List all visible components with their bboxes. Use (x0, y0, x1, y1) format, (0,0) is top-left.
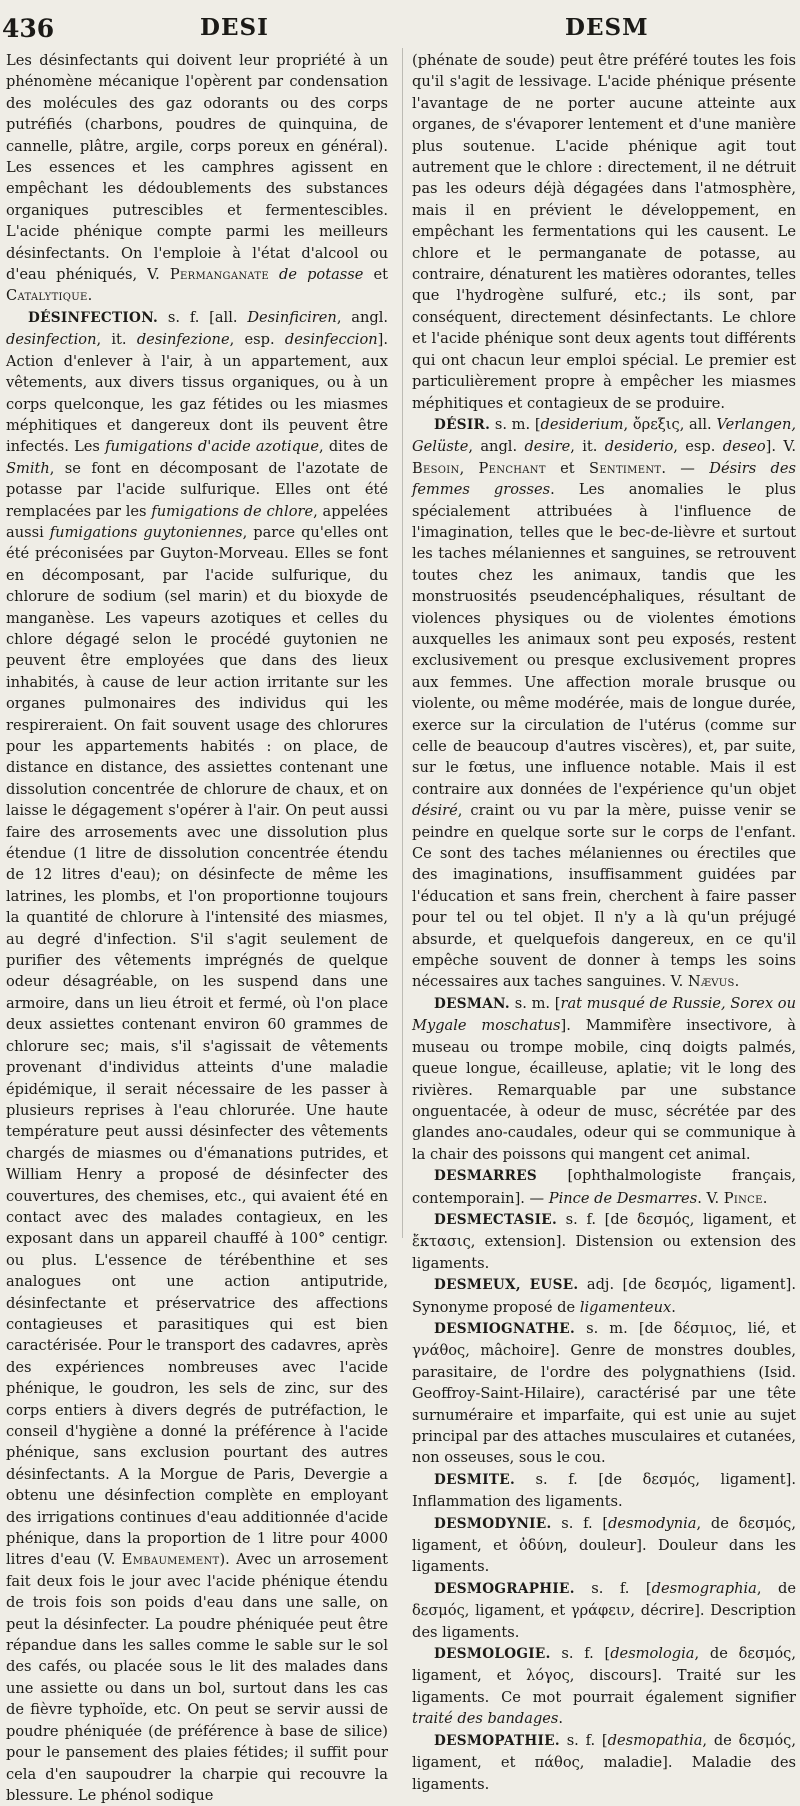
page-number: 436 (2, 14, 55, 43)
entry-desir: DÉSIR. s. m. [desiderium, ὄρεξις, all. Verlangen, Gelüste, angl. desire, it. desiderio, esp. deseo]. V. Besoin, Penchant et Sentiment. — Désirs des femmes grosses. Les anomalies le plus spécialement attribuées à l'influence de l'imagination, telles que le bec-de-lièvre et surtout les taches mélaniennes et sanguines, se retrouvent toutes chez les animaux, tandis que les monstruosités pseudencéphaliques, résultant de violences physiques ou de violentes émotions auxquelles les animaux sont peu exposés, restent exclusivement ou presque exclusivement propres aux femmes. Une affection morale brusque ou violente, ou même modérée, mais de longue durée, exerce sur la circulation de l'utérus (comme sur celle de beaucoup d'autres viscères), et, par suite, sur le fœtus, une influence notable. Mais il est contraire aux données de l'expérience qu'un objet désiré, craint ou vu par la mère, puisse venir se peindre en quelque sorte sur le corps de l'enfant. Ce sont des taches mélaniennes ou érectiles que des imaginations, insuffisamment guidées par l'éducation et sans frein, cherchent à faire passer pour tel ou tel objet. Il n'y a là qu'un préjugé absurde, et quelquefois dangereux, en ce qu'il empêche souvent de donner à temps les soins nécessaires aux taches sanguines. V. Nævus. (412, 415, 797, 991)
entry-desinfection: DÉSINFECTION. s. f. [all. Desinficiren, angl. desinfection, it. desinfezione, esp. desinfeccion]. Action d'enlever à l'air, à un appartement, aux vêtements, aux divers tissus organiques, ou à un corps quelconque, les gaz fétides ou les miasmes méphitiques et dangereux dont ils peuvent être infectés. Les fumigations d'acide azotique, dites de Smith, se font en décomposant de l'azotate de potasse par l'acide sulfurique. Elles ont été remplacées par les fumigations de chlore, appelées aussi fumigations guytoniennes, parce qu'elles ont été préconisées par Guyton-Morveau. Elles se font en décomposant, par l'acide sulfurique, du chlorure de sodium (sel marin) et du bioxyde de manganèse. Les vapeurs azotiques et celles du chlore dégagé selon le procédé guytonien ne peuvent être employées que dans des lieux inhabités, à cause de leur action irritante sur les organes pulmonaires des individus qui les respireraient. On fait souvent usage des chlorures pour les appartements habités : on place, de distance en distance, des assiettes contenant une dissolution concentrée de chlorure de chaux, et on laisse le dégagement s'opérer à l'air. On peut aussi faire des arrosements avec une dissolution plus étendue (1 litre de dissolution concentrée étendu de 12 litres d'eau); on désinfecte de même les latrines, les plombs, et l'on proportionne toujours la quantité de chlorure à l'intensité des miasmes, au degré d'infection. S'il s'agit seulement de purifier des vêtements imprégnés de quelque odeur désagréable, on les suspend dans une armoire, dans un lieu étroit et fermé, où l'on place deux assiettes contenant environ 60 grammes de chlorure sec; mais, s'il s'agissait de vêtements provenant d'individus atteints d'une maladie épidémique, il serait nécessaire de les passer à plusieurs reprises à l'eau chlorurée. Une haute température peut aussi désinfecter des vêtements chargés de miasmes ou d'émanations putrides, et William Henry a proposé de désinfecter des couvertures, des chemises, etc., qui avaient été en contact avec des malades contagieux, en les exposant dans un appareil chauffé à 100° centigr. ou plus. L'essence de térébenthine et ses analogues ont une action antiputride, désinfectante et préservatrice des affections contagieuses et parasitiques qui est bien caractérisée. Pour le transport des cadavres, après des expériences nombreuses avec l'acide phénique, le goudron, les sels de zinc, sur des corps entiers à divers degrés de putréfaction, le conseil d'hygiène a donné la préférence à l'acide phénique, sans exclusion pourtant des autres désinfectants. A la Morgue de Paris, Devergie a obtenu une désinfection complète en employant des irrigations continues d'eau additionnée d'acide phénique, dans la proportion de 1 litre pour 4000 litres d'eau (V. Embaumement). Avec un arrosement fait deux fois le jour avec l'acide phénique étendu de trois fois son poids d'eau dans une salle, on peut la désinfecter. La poudre phéniquée peut être répandue dans les salles comme le sable sur le sol des cafés, ou placée sous le lit des malades dans une assiette ou dans un bol, surtout dans les cas de fièvre typhoïde, etc. On peut se servir aussi de poudre phéniquée (de préférence à base de silice) pour le pansement des plaies fétides; il suffit pour cela d'en saupoudrer la charpie qui recouvre la blessure. Le phénol sodique (6, 308, 389, 1804)
headword-desmologie: DESMOLOGIE. (434, 1646, 551, 1663)
headword-desinfection: DÉSINFECTION. (28, 309, 159, 326)
entry-desmiognathe: DESMIOGNATHE. s. m. [de δέσμιος, lié, et γνάθος, mâchoire]. Genre de monstres doubles, parasitaire, de l'ordre des polygnathiens (Isid. Geoffroy-Saint-Hilaire), caractérisé par une tête surnuméraire et imparfaite, qui est unie au sujet principal par des attaches musculaires et cutanées, non osseuses, sous le cou. (412, 1319, 796, 1467)
headword-desmopathie: DESMOPATHIE. (434, 1732, 560, 1749)
entry-desmodynie: DESMODYNIE. s. f. [desmodynia, de δεσμός, ligament, et ὀδύνη, douleur]. Douleur dans les ligaments. (412, 1514, 796, 1576)
headword-desmarres: DESMARRES (434, 1168, 538, 1185)
entry-desmographie: DESMOGRAPHIE. s. f. [desmographia, de δεσμός, ligament, et γράφειν, décrire]. Description des ligaments. (412, 1579, 796, 1641)
desinfectants-continuation: Les désinfectants qui doivent leur propriété à un phénomène mécanique l'opèrent par condensation des molécules des gaz odorants ou des corps putréfiés (charbons, poudres de quinquina, de cannelle, plâtre, argile, corps poreux en général). Les essences et les camphres agissent en empêchant les dédoublements des substances organiques putrescibles et fermentescibles. L'acide phénique compte parmi les meilleurs désinfectants. On l'emploie à l'état d'alcool ou d'eau phéniqués, V. Permanganate de potasse et Catalytique. (6, 52, 388, 305)
headword-desmectasie: DESMECTASIE. (434, 1211, 557, 1228)
entry-desmectasie: DESMECTASIE. s. f. [de δεσμός, ligament, et ἔκτασις, extension]. Distension ou extension des ligaments. (412, 1210, 796, 1272)
page-header (0, 14, 800, 44)
entry-desmopathie: DESMOPATHIE. s. f. [desmopathia, de δεσμός, ligament, et πάθος, maladie]. Maladie des ligaments. (412, 1731, 796, 1793)
headword-desmiognathe: DESMIOGNATHE. (434, 1320, 576, 1337)
headword-desmeux: DESMEUX, EUSE. (434, 1277, 579, 1294)
entry-desmeux: DESMEUX, EUSE. adj. [de δεσμός, ligament]. Synonyme proposé de ligamenteux. (412, 1276, 796, 1316)
headword-desmographie: DESMOGRAPHIE. (434, 1580, 575, 1597)
column-divider (402, 48, 403, 1238)
right-column (412, 50, 797, 1793)
left-column (6, 50, 389, 1804)
headword-desmite: DESMITE. (434, 1471, 515, 1488)
headword-desir: DÉSIR. (434, 416, 491, 433)
running-head-left: DESI (200, 14, 269, 41)
desinfection-continuation: (phénate de soude) peut être préféré toutes les fois qu'il s'agit de lessivage. L'acide phénique présente l'avantage de ne porter aucune atteinte aux organes, de s'évaporer lentement et d'une manière plus soutenue. L'acide phénique agit tout autrement que le chlore : directement, il ne détruit pas les odeurs déjà dégagées dans l'atmosphère, mais il en prévient le développement, en empêchant les fermentations qui les causent. Le chlore et le permanganate de potasse, au contraire, dénaturent les matières odorantes, telles que l'hydrogène sulfuré, etc.; ils sont, par conséquent, directement désinfectants. Le chlore et l'acide phénique sont deux agents tout différents qui ont chacun leur emploi spécial. Le premier est particulièrement propre à empêcher les miasmes méphitiques et contagieux de se produire. (412, 52, 796, 412)
headword-desman: DESMAN. (434, 995, 510, 1012)
headword-desmodynie: DESMODYNIE. (434, 1515, 552, 1532)
entry-desmologie: DESMOLOGIE. s. f. [desmologia, de δεσμός, ligament, et λόγος, discours]. Traité sur les ligaments. Ce mot pourrait également signifier traité des bandages. (412, 1645, 796, 1728)
entry-desmarres: DESMARRES [ophthalmologiste français, contemporain]. — Pince de Desmarres. V. Pince. (412, 1167, 796, 1207)
running-head-right: DESM (565, 14, 649, 41)
entry-desman: DESMAN. s. m. [rat musqué de Russie, Sorex ou Mygale moschatus]. Mammifère insectivore, à museau ou trompe mobile, cinq doigts palmés, queue longue, écailleuse, aplatie; vit le long des rivières. Remarquable par une substance onguentacée, à odeur de musc, sécrétée par des glandes ano-caudales, odeur qui se communique à la chair des poissons qui mangent cet animal. (412, 994, 796, 1163)
entry-desmite: DESMITE. s. f. [de δεσμός, ligament]. Inflammation des ligaments. (412, 1470, 796, 1511)
